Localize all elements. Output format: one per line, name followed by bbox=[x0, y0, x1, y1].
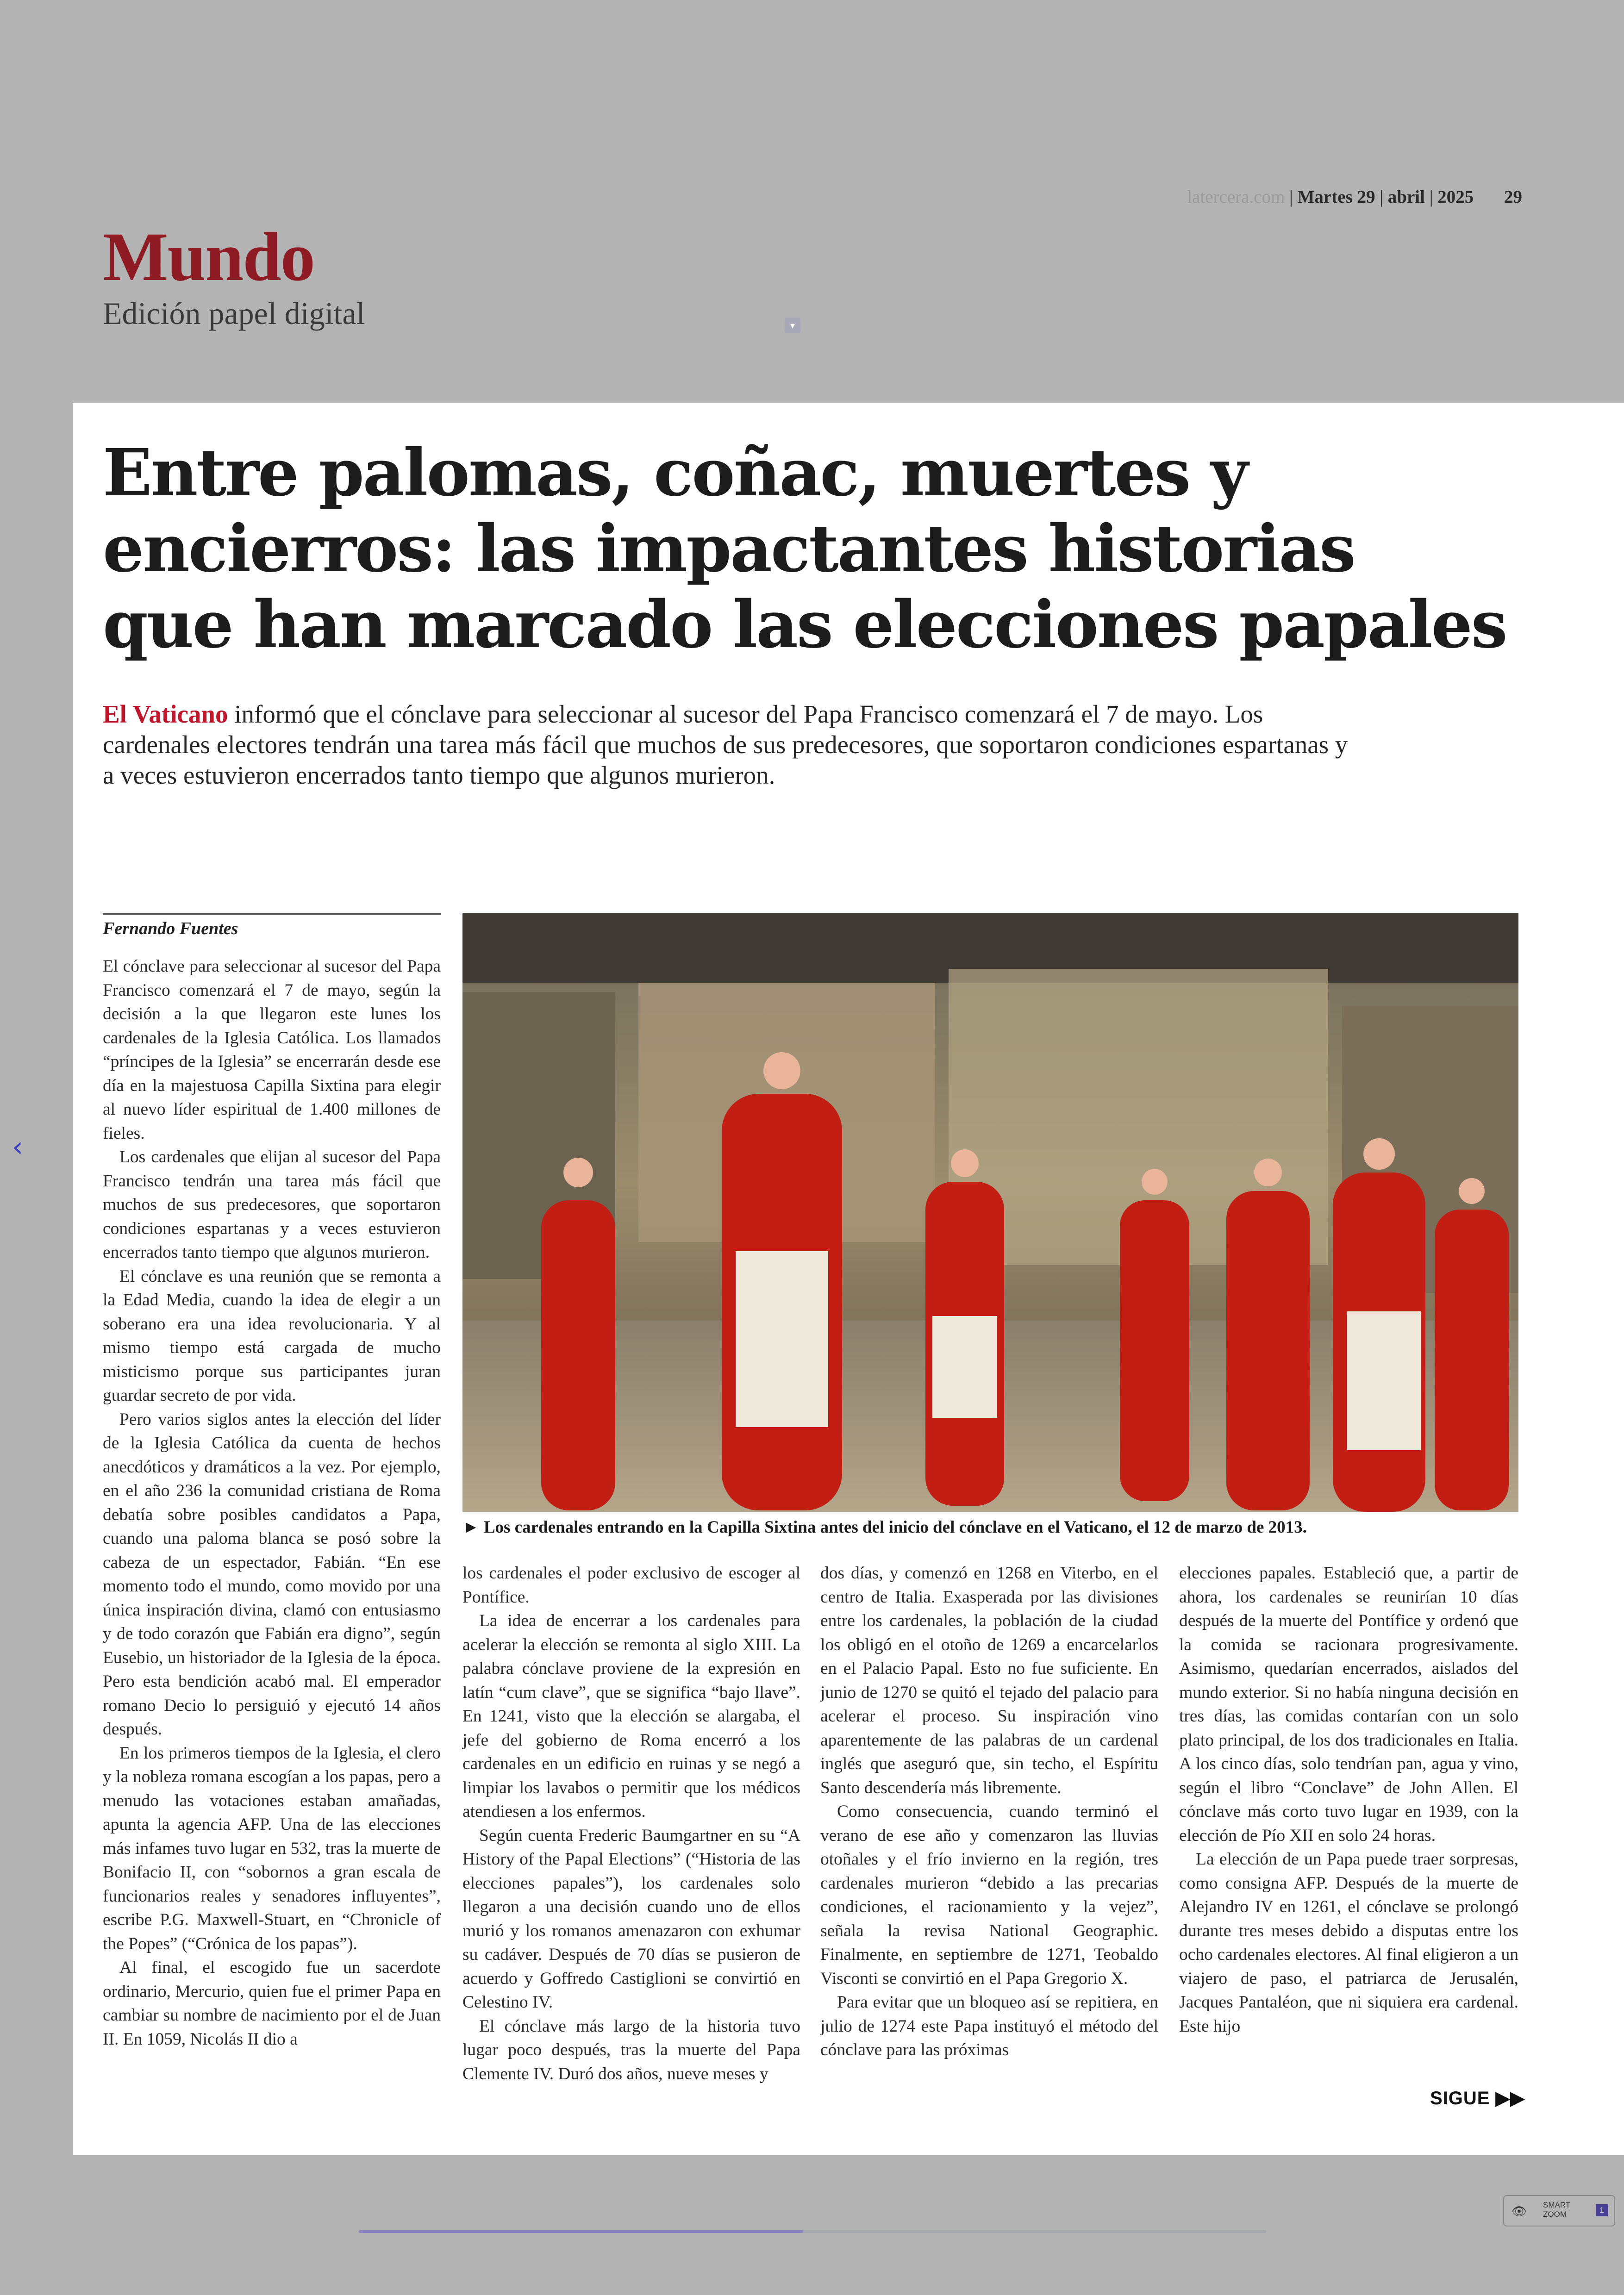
masthead-meta: latercera.com | Martes 29 | abril | 2025 29 bbox=[1187, 187, 1522, 207]
continue-label[interactable]: SIGUE ▶▶ bbox=[1430, 2088, 1525, 2108]
page-number: 29 bbox=[1504, 187, 1522, 207]
site-name: latercera.com bbox=[1187, 187, 1285, 207]
smart-zoom-count: 1 bbox=[1596, 2204, 1608, 2216]
paragraph: Pero varios siglos antes la elección del líder de la Iglesia Católica da cuenta de hechos anecdóticos y dramáticos a la vez. Por ejemplo, en el año 236 la comunidad cristiana de Roma debatía sobre posibles candidatos a Papa, cuando una paloma blanca se posó sobre la cabeza de un espectador, Fabián. “En ese momento todo el mundo, como movido por una única inspiración divina, clamó con entusiasmo y de todo corazón que Fabián era digno”, según Eusebio, un historiador de la Iglesia de la época. Pero esta bendición acabó mal. El emperador romano Decio lo persiguió y ejecutó 14 años después. bbox=[103, 1409, 441, 1739]
eye-icon: 👁 bbox=[1512, 2204, 1527, 2218]
date-day: Martes 29 bbox=[1297, 187, 1375, 207]
smart-zoom-button[interactable] bbox=[1503, 2195, 1615, 2226]
article-column-2 bbox=[462, 1561, 800, 2083]
newspaper-page bbox=[73, 403, 1624, 2155]
deck-kicker: El Vaticano bbox=[103, 700, 228, 728]
section-subtitle: Edición papel digital bbox=[103, 296, 365, 331]
article-column-4 bbox=[1179, 1561, 1518, 2047]
byline: Fernando Fuentes bbox=[103, 913, 441, 939]
headline-line: encierros: las impactantes historias bbox=[103, 511, 1355, 587]
deck-text: informó que el cónclave para seleccionar al sucesor del Papa Francisco comenzará el 7 de mayo. Los cardenales electores tendrán una tarea más fácil que muchos de sus predecesores, que soportaron condiciones espartanas y a veces estuvieron encerrados tanto tiempo que algunos murieron. bbox=[103, 700, 1348, 789]
article-photo bbox=[462, 913, 1518, 1512]
paragraph: elecciones papales. Estableció que, a partir de ahora, los cardenales se reunirían 10 días después de la muerte del Pontífice y ordenó que la comida se racionara progresivamente. Asimismo, quedarían encerrados, aislados del mundo exterior. Si no había ninguna decisión en tres días, las comidas contarían con un solo plato principal, de los dos tradicionales en Italia. A los cinco días, solo tendrían pan, agua y vino, según el libro “Conclave” de John Allen. El cónclave más corto tuvo lugar en 1939, con la elección de Pío XII en solo 24 horas. bbox=[1179, 1564, 1518, 1845]
paragraph: El cónclave es una reunión que se remonta a la Edad Media, cuando la idea de elegir a un soberano era una idea revolucionaria. Y al mismo tiempo está cargada de mucho misticismo porque sus participantes juran guardar secreto de por vida. bbox=[103, 1266, 441, 1405]
date-year: 2025 bbox=[1437, 187, 1474, 207]
headline-line: Entre palomas, coñac, muertes y bbox=[103, 435, 1247, 511]
previous-page-icon[interactable]: ‹ bbox=[12, 1131, 23, 1163]
date-month: abril bbox=[1387, 187, 1425, 207]
paragraph: El cónclave más largo de la historia tuvo lugar poco después, tras la muerte del Papa Clemente IV. Duró dos años, nueve meses y bbox=[462, 2016, 800, 2083]
smart-zoom-label: SMART ZOOM bbox=[1543, 2201, 1571, 2219]
paragraph: En los primeros tiempos de la Iglesia, el clero y la nobleza romana escogían a los papas, pero a menudo las votaciones estaban amañadas, apunta la agencia AFP. Una de las elecciones más infames tuvo lugar en 532, tras la muerte de Bonifacio II, con “sobornos a gran escala de funcionarios reales y senadores influyentes”, escribe P.G. Maxwell-Stuart, en “Chronicle of the Popes” (“Crónica de los papas”). bbox=[103, 1743, 441, 1953]
article-deck bbox=[103, 699, 1353, 791]
article-column-1 bbox=[103, 954, 441, 2049]
paragraph: Para evitar que un bloqueo así se repitiera, en julio de 1274 este Papa instituyó el método del cónclave para las próximas bbox=[820, 1993, 1158, 2059]
paragraph: dos días, y comenzó en 1268 en Viterbo, en el centro de Italia. Exasperada por las divisiones entre los cardenales, la población de la ciudad los obligó en el otoño de 1269 a encarcelarlos en el Palacio Papal. Esto no fue suficiente. En junio de 1270 se quitó el tejado del palacio para acelerar el proceso. Su inspiración vino aparentemente de las palabras de un cardenal inglés que aseguró que, sin techo, el Espíritu Santo descendería más libremente. bbox=[820, 1564, 1158, 1797]
headline-line: que han marcado las elecciones papales bbox=[103, 587, 1506, 663]
paragraph: La idea de encerrar a los cardenales para acelerar la elección se remonta al siglo XIII. La palabra cónclave proviene de la expresión en latín “cum clave”, que se significa “bajo llave”. En 1241, visto que la elección se alargaba, el jefe del gobierno de Roma encerró a los cardenales en un edificio en ruinas y se negó a limpiar los lavabos o permitir que los médicos atendiesen a los enfermos. bbox=[462, 1611, 800, 1821]
paragraph: Según cuenta Frederic Baumgartner en su “A History of the Papal Elections” (“Historia de las elecciones papales”), los cardenales solo llegaron a una decisión cuando uno de ellos murió y los romanos amenazaron con exhumar su cadáver. Después de 70 días se pusieron de acuerdo y Goffredo Castiglioni se convirtió en Celestino IV. bbox=[462, 1826, 800, 2012]
page-marker-icon[interactable]: ▾ bbox=[785, 318, 800, 333]
article-headline bbox=[103, 435, 1584, 663]
photo-caption: ► Los cardenales entrando en la Capilla Sixtina antes del inicio del cónclave en el Vaticano, el 12 de marzo de 2013. bbox=[462, 1518, 1307, 1537]
section-title: Mundo bbox=[103, 218, 314, 295]
page-progress-bar[interactable] bbox=[359, 2230, 1266, 2233]
paragraph: Como consecuencia, cuando terminó el verano de ese año y comenzaron las lluvias otoñales y el frío invierno en la región, tres cardenales murieron “debido a las precarias condiciones, el racionamiento y la vejez”, señala la revisa National Geographic. Finalmente, en septiembre de 1271, Teobaldo Visconti se convirtió en el Papa Gregorio X. bbox=[820, 1802, 1158, 1988]
paragraph: La elección de un Papa puede traer sorpresas, como consigna AFP. Después de la muerte de Alejandro IV en 1261, el cónclave se prolongó durante tres meses debido a disputas entre los ocho cardenales electores. Al final eligieron a un viajero de paso, el patriarca de Jerusalén, Jacques Pantaléon, que ni siquiera era cardenal. Este hijo bbox=[1179, 1850, 1518, 2036]
paragraph: los cardenales el poder exclusivo de escoger al Pontífice. bbox=[462, 1564, 800, 1607]
paragraph: Los cardenales que elijan al sucesor del Papa Francisco tendrán una tarea más fácil que muchos de sus predecesores, que soportaron condiciones espartanas y a veces estuvieron encerrados tanto tiempo que algunos murieron. bbox=[103, 1148, 441, 1262]
page-progress-fill bbox=[359, 2230, 803, 2233]
article-column-3 bbox=[820, 1561, 1158, 2059]
paragraph: El cónclave para seleccionar al sucesor del Papa Francisco comenzará el 7 de mayo, según la decisión a la que llegaron este lunes los cardenales de la Iglesia Católica. Los llamados “príncipes de la Iglesia” se encerrarán desde ese día en la majestuosa Capilla Sixtina para elegir al nuevo líder espiritual de 1.400 millones de fieles. bbox=[103, 957, 441, 1143]
paragraph: Al final, el escogido fue un sacerdote ordinario, Mercurio, quien fue el primer Papa en cambiar su nombre de nacimiento por el de Juan II. En 1059, Nicolás II dio a bbox=[103, 1958, 441, 2049]
